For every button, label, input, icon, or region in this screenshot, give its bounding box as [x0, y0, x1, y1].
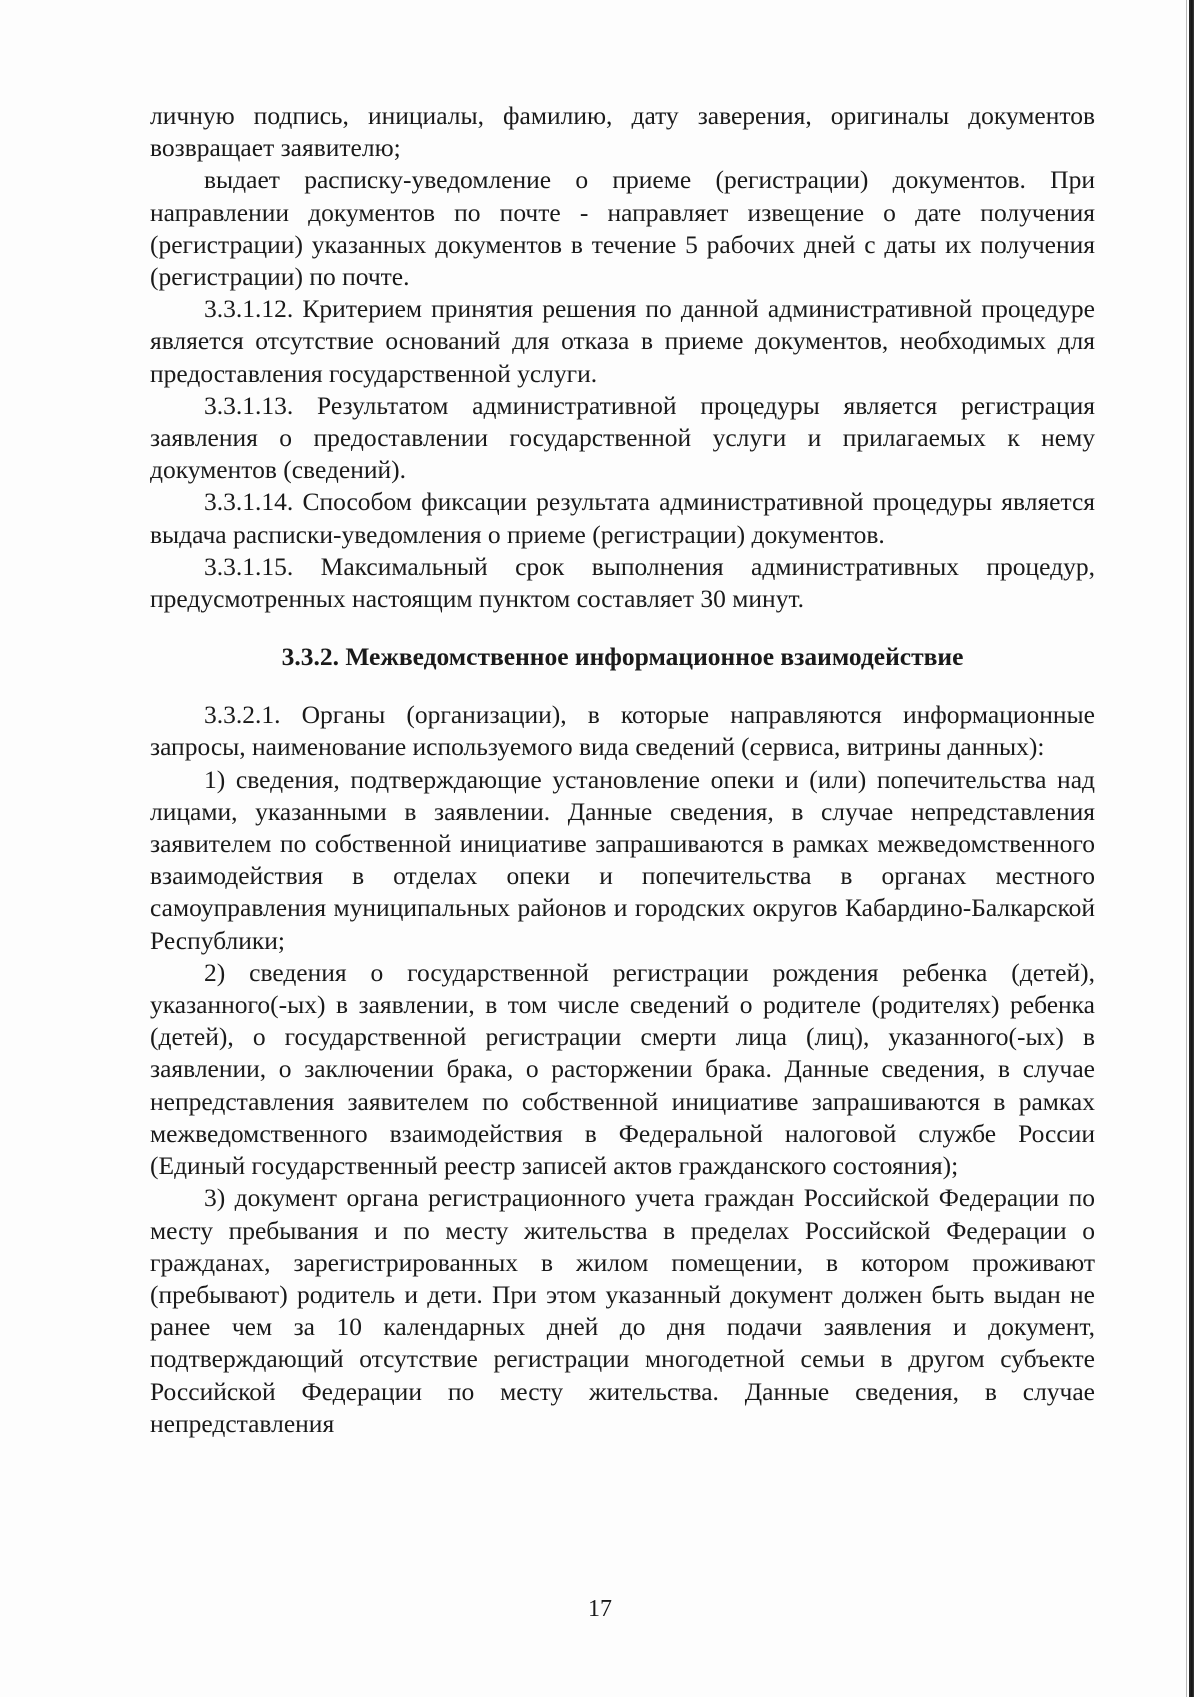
paragraph-3-3-2-1: 3.3.2.1. Органы (организации), в которые направляются информационные запросы, наименование используемого вида сведений (сервиса, витрины данных):: [150, 700, 1095, 762]
paragraph-receipt: выдает расписку-уведомление о приеме (регистрации) документов. При направлении документов по почте - направляет извещение о дате получения (регистрации) указанных документов в течение 5 рабочих дней с даты их получения (регистрации) по почте.: [150, 165, 1095, 292]
list-item-3: 3) документ органа регистрационного учета граждан Российской Федерации по месту пребывания и по месту жительства в пределах Российской Федерации о гражданах, зарегистрированных в жилом помещении, в котором проживают (пребывают) родитель и дети. При этом указанный документ должен быть выдан не ранее чем за 10 календарных дней до дня подачи заявления и документ, подтверждающий отсутствие регистрации многодетной семьи в другом субъекте Российской Федерации по месту жительства. Данные сведения, в случае непредставления: [150, 1183, 1095, 1438]
section-heading: 3.3.2. Межведомственное информационное взаимодействие: [281, 642, 964, 672]
paragraph-3-3-1-14: 3.3.1.14. Способом фиксации результата административной процедуры является выдача расписки-уведомления о приеме (регистрации) документов.: [150, 487, 1095, 549]
paragraph-3-3-1-13: 3.3.1.13. Результатом административной процедуры является регистрация заявления о предоставлении государственной услуги и прилагаемых к нему документов (сведений).: [150, 390, 1095, 485]
page-body: [150, 100, 1095, 1440]
paragraph-3-3-1-15: 3.3.1.15. Максимальный срок выполнения административных процедур, предусмотренных настоящим пунктом составляет 30 минут.: [150, 551, 1095, 614]
list-item-1: 1) сведения, подтверждающие установление опеки и (или) попечительства над лицами, указанными в заявлении. Данные сведения, в случае непредставления заявителем по собственной инициативе запрашиваются в рамках межведомственного взаимодействия в отделах опеки и попечительства в органах местного самоуправления муниципальных районов и городских округов Кабардино-Балкарской Республики;: [150, 764, 1095, 955]
list-item-2: 2) сведения о государственной регистрации рождения ребенка (детей), указанного(-ых) в заявлении, в том числе сведений о родителе (родителях) ребенка (детей), о государственной регистрации смерти лица (лиц), указанного(-ых) в заявлении, о заключении брака, о расторжении брака. Данные сведения, в случае непредставления заявителем по собственной инициативе запрашиваются в рамках межведомственного взаимодействия в Федеральной налоговой службе России (Единый государственный реестр записей актов гражданского состояния);: [150, 957, 1095, 1181]
scan-edge-line: [1186, 0, 1187, 1697]
paragraph-3-3-1-12: 3.3.1.12. Критерием принятия решения по данной административной процедуре является отсутствие оснований для отказа в приеме документов, необходимых для предоставления государственной услуги.: [150, 294, 1095, 388]
page-number: 17: [588, 1596, 612, 1622]
paragraph-continuation: личную подпись, инициалы, фамилию, дату заверения, оригиналы документов возвращает заявителю;: [150, 101, 1095, 163]
scan-edge-shadow: [1189, 0, 1194, 1697]
